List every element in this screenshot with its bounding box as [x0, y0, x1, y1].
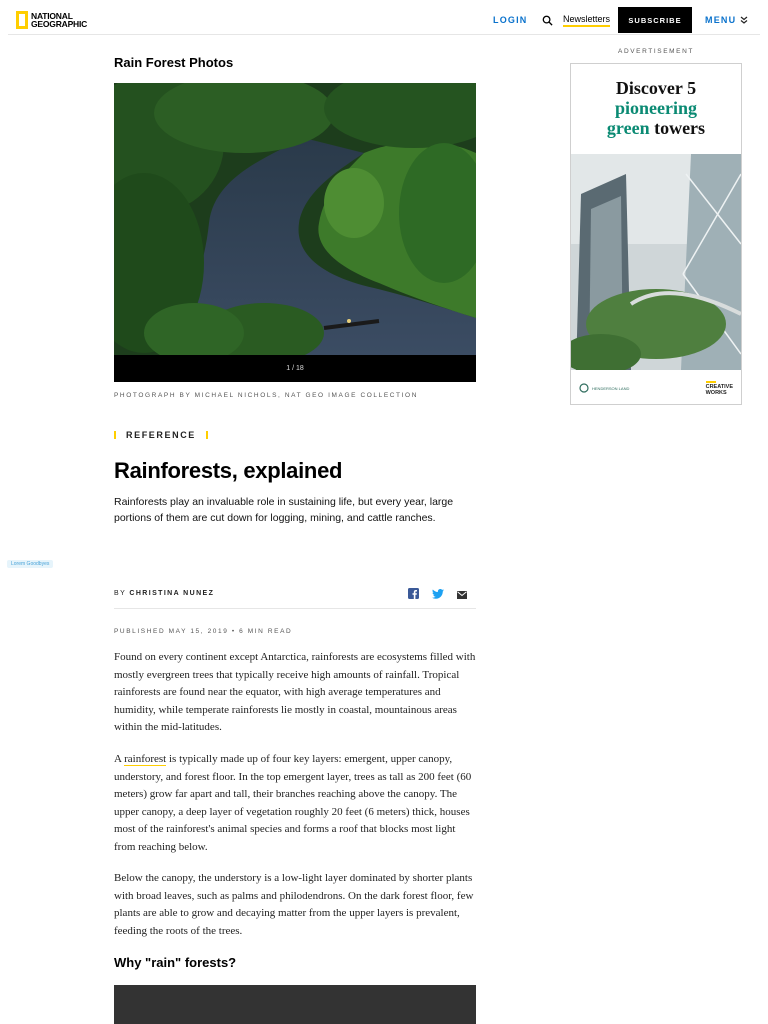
facebook-icon[interactable] [408, 586, 419, 604]
partner-logo-icon [706, 381, 716, 383]
menu-label: MENU [705, 15, 737, 25]
newsletters-link[interactable]: Newsletters [563, 14, 610, 27]
ad-line3-green: green [606, 118, 650, 138]
video-player[interactable] [114, 985, 476, 1024]
search-icon[interactable] [542, 15, 553, 26]
body-paragraph-2 [114, 751, 476, 856]
tag-bar-left [114, 431, 116, 439]
tag-bar-right [206, 431, 208, 439]
photo-credit: PHOTOGRAPH BY MICHAEL NICHOLS, NAT GEO IMAGE COLLECTION [114, 392, 418, 399]
ad-headline [571, 78, 741, 138]
ad-brand [579, 383, 629, 393]
login-link[interactable]: LOGIN [493, 15, 528, 25]
ad-line3-rest: towers [649, 118, 706, 138]
byline-prefix: BY [114, 590, 127, 597]
ad-towers-image [571, 154, 741, 370]
menu-button[interactable] [705, 15, 748, 25]
share-buttons [408, 586, 467, 604]
ad-brand-name: HENDERSON LAND [592, 385, 630, 391]
gallery-title[interactable]: Rain Forest Photos [114, 55, 234, 70]
ad-line2: pioneering [614, 98, 697, 118]
section-tag[interactable] [114, 430, 208, 440]
byline-divider [114, 608, 476, 609]
ad-partner-line2: WORKS [705, 389, 727, 396]
rainforest-river-image [114, 83, 476, 355]
twitter-icon[interactable] [432, 586, 444, 604]
byline [114, 590, 214, 597]
header-divider [8, 34, 760, 35]
logo-line2: GEOGRAPHIC [31, 19, 88, 29]
natgeo-logo[interactable] [16, 11, 87, 29]
advertisement[interactable] [570, 63, 742, 405]
brand-logo-icon [579, 383, 589, 393]
p2-rest: is typically made up of four key layers: emergent, upper canopy, understory, and forest floor. In the top emergent layer, trees as tall as 200 feet (60 meters) grow far apart and tall, their branches reaching above the canopy. The upper canopy, a deep layer of vegetation roughly 20 feet (6 meters) thick, houses most of the rainforest's animal species and forms a roof that blocks most light from reaching below. [114, 753, 472, 853]
email-icon[interactable] [457, 586, 467, 604]
ad-partner [706, 381, 733, 396]
gallery-counter-bar [114, 355, 476, 382]
p2-prefix: A [114, 753, 125, 765]
advertisement-label: ADVERTISEMENT [618, 48, 694, 55]
ad-footer [571, 370, 741, 405]
article-headline: Rainforests, explained [114, 458, 343, 483]
body-paragraph-1: Found on every continent except Antarctica, rainforests are ecosystems filled with mostly evergreen trees that typically receive high amounts of rainfall. Tropical rainforests are found near the equator, with high average temperatures and humidity, while temperate rainforests lie mostly in coastal, mountainous areas within the mid-latitudes. [114, 651, 476, 733]
publish-date: PUBLISHED MAY 15, 2019 • 6 MIN READ [114, 628, 293, 635]
article-dek: Rainforests play an invaluable role in sustaining life, but every year, large portions of them are cut down for logging, mining, and cattle ranches. [114, 496, 454, 524]
ad-partner-line1: CREATIVE [705, 383, 733, 390]
subscribe-button[interactable]: SUBSCRIBE [618, 7, 692, 33]
site-header [0, 0, 768, 40]
yellow-border-icon [16, 11, 28, 29]
tag-label: REFERENCE [126, 430, 196, 440]
ad-line1: Discover 5 [615, 78, 697, 98]
author-link[interactable]: CHRISTINA NUNEZ [129, 590, 215, 597]
gallery-photo[interactable] [114, 83, 476, 355]
section-subhead: Why "rain" forests? [114, 955, 237, 970]
side-pill[interactable]: Lorem Goodbyes [7, 560, 53, 568]
body-paragraph-3: Below the canopy, the understory is a low-light layer dominated by shorter plants with broad leaves, such as palms and philodendrons. On the dark forest floor, few plants are able to grow and decaying matter from the upper layers is prevalent, feeding the roots of the trees. [114, 872, 474, 937]
gallery-counter: 1 / 18 [286, 365, 304, 372]
rainforest-link[interactable]: rainforest [124, 753, 167, 765]
chevron-down-icon [740, 16, 748, 24]
logo-line1: NATIONAL [31, 11, 73, 21]
